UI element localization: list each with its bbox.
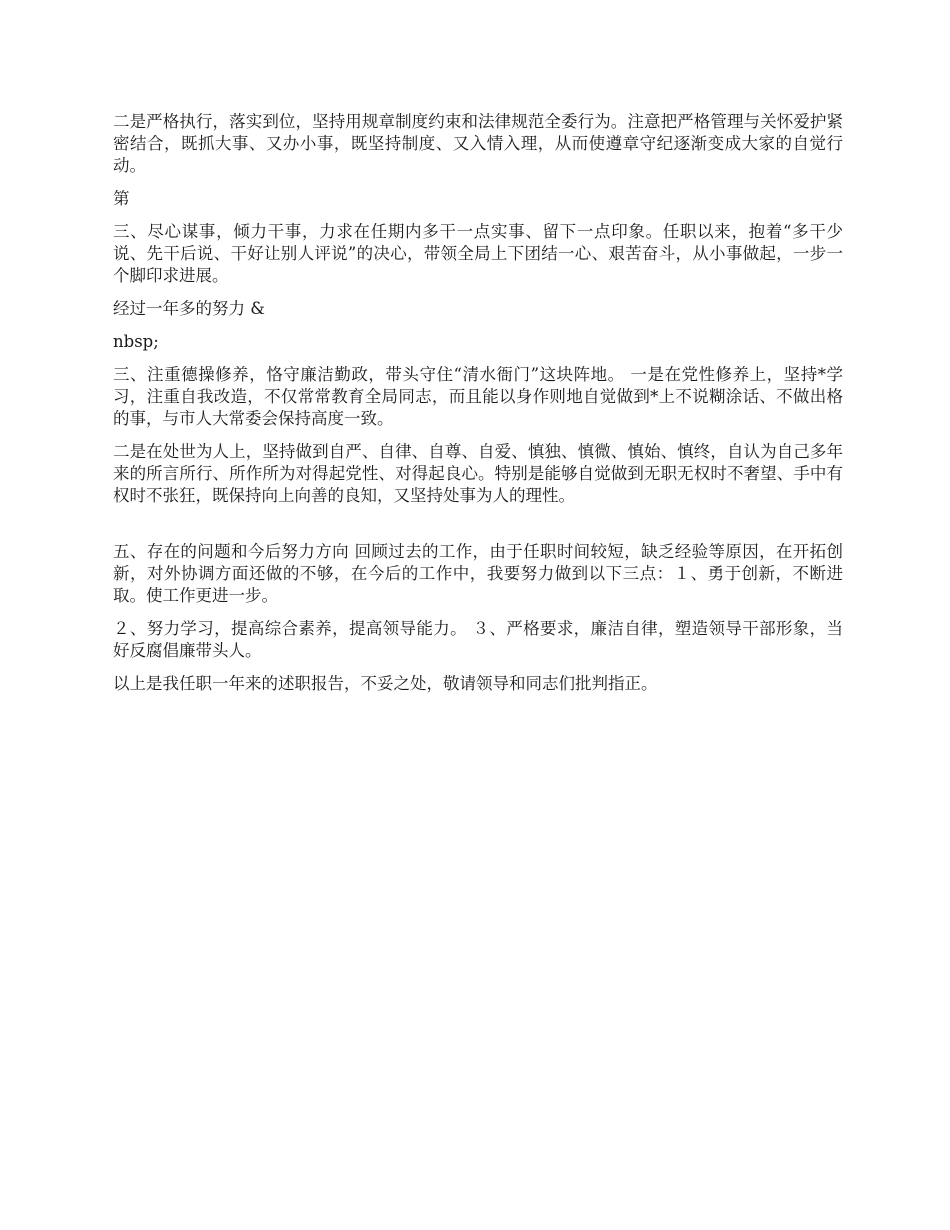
document-body	[113, 111, 843, 706]
paragraph-nbsp-fragment: nbsp;	[113, 332, 159, 351]
paragraph-fragment-di: 第	[113, 189, 130, 208]
paragraph-efforts-fragment: 经过一年多的努力 &	[113, 299, 265, 318]
paragraph-moral-cultivation: 三、注重德操修养，恪守廉洁勤政，带头守住“清水衙门”这块阵地。 一是在党性修养上，坚持*学习，注重自我改造，不仅常常教育全局同志，而且能以身作则地自觉做到*上不说糊涂话、不做出格的事，与市人大常委会保持高度一致。	[113, 365, 843, 428]
paragraph-strict-execution: 二是严格执行，落实到位，坚持用规章制度约束和法律规范全委行为。注意把严格管理与关怀爱护紧密结合，既抓大事、又办小事，既坚持制度、又入情入理，从而使遵章守纪逐渐变成大家的自觉行动。	[113, 112, 843, 175]
paragraph-closing: 以上是我任职一年来的述职报告，不妥之处，敬请领导和同志们批判指正。	[113, 674, 658, 693]
paragraph-goals: ２、努力学习，提高综合素养，提高领导能力。 ３、严格要求，廉洁自律，塑造领导干部形象，当好反腐倡廉带头人。	[113, 619, 843, 660]
paragraph-problems-direction: 五、存在的问题和今后努力方向 回顾过去的工作，由于任职时间较短，缺乏经验等原因，在开拓创新，对外协调方面还做的不够，在今后的工作中，我要努力做到以下三点：１、勇于创新，不断进取。使工作更进一步。	[113, 542, 843, 605]
paragraph-conduct: 二是在处世为人上，坚持做到自严、自律、自尊、自爱、慎独、慎微、慎始、慎终，自认为自己多年来的所言所行、所作所为对得起党性、对得起良心。特别是能够自觉做到无职无权时不奢望、手中有权时不张狂，既保持向上向善的良知，又坚持处事为人的理性。	[113, 442, 843, 505]
paragraph-dedicated-work: 三、尽心谋事，倾力干事，力求在任期内多干一点实事、留下一点印象。任职以来，抱着“多干少说、先干后说、干好让别人评说”的决心，带领全局上下团结一心、艰苦奋斗，从小事做起，一步一个脚印求进展。	[113, 222, 843, 285]
